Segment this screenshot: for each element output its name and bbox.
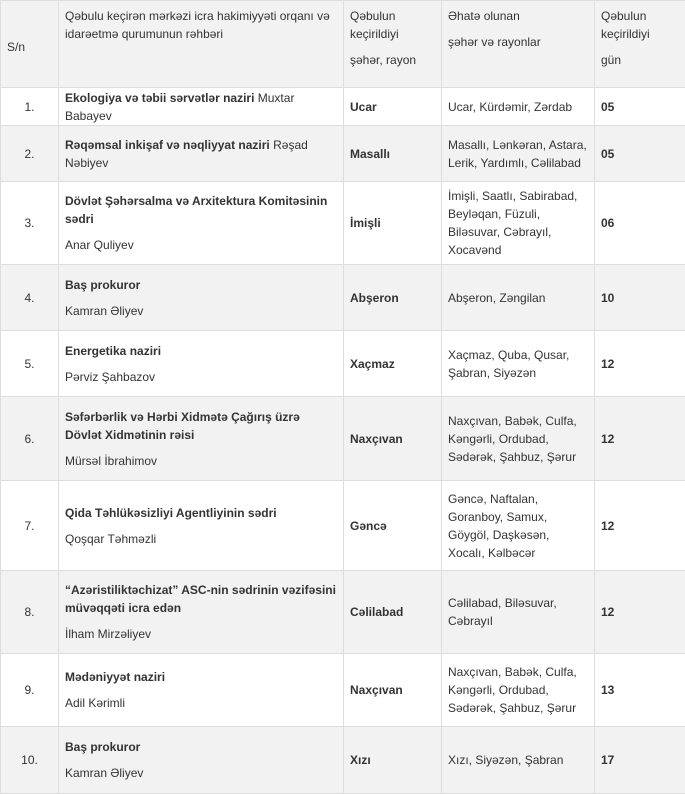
official-title: Baş prokuror bbox=[65, 740, 140, 754]
table-row bbox=[1, 126, 685, 182]
official-name: Anar Quliyev bbox=[65, 236, 337, 254]
covered-areas: Naxçıvan, Babək, Culfa, Kəngərli, Ordubad, Sədərək, Şahbuz, Şərur bbox=[442, 397, 595, 481]
table-row bbox=[1, 481, 685, 571]
covered-areas: Cəlilabad, Biləsuvar, Cəbrayıl bbox=[442, 571, 595, 654]
official-name: Rəşad Nəbiyev bbox=[65, 138, 308, 170]
reception-day: 05 bbox=[595, 88, 685, 126]
official-title: Baş prokuror bbox=[65, 278, 140, 292]
official-name: Muxtar Babayev bbox=[65, 91, 294, 123]
official-name: Mürsəl İbrahimov bbox=[65, 452, 337, 470]
official-title: Qida Təhlükəsizliyi Agentliyinin sədri bbox=[65, 506, 277, 520]
header-city bbox=[344, 1, 442, 88]
covered-areas: Gəncə, Naftalan, Goranboy, Samux, Göygöl, Daşkəsən, Xocalı, Kəlbəcər bbox=[442, 481, 595, 571]
official-name: Adil Kərimli bbox=[65, 694, 337, 712]
covered-areas: Masallı, Lənkəran, Astara, Lerik, Yardımlı, Cəlilabad bbox=[442, 126, 595, 182]
header-day-line2: gün bbox=[601, 51, 680, 69]
official-name: Pərviz Şahbazov bbox=[65, 368, 337, 386]
official-title: Dövlət Şəhərsalma və Arxitektura Komitəsinin sədri bbox=[65, 194, 327, 226]
row-number: 4. bbox=[1, 265, 59, 331]
table-row bbox=[1, 571, 685, 654]
official-cell bbox=[59, 88, 344, 126]
reception-city: Naxçıvan bbox=[344, 397, 442, 481]
official-cell bbox=[59, 126, 344, 182]
header-areas bbox=[442, 1, 595, 88]
header-areas-line2: şəhər və rayonlar bbox=[448, 33, 588, 51]
reception-city: Xızı bbox=[344, 727, 442, 794]
official-title: Rəqəmsal inkişaf və nəqliyyat naziri bbox=[65, 138, 270, 152]
official-cell bbox=[59, 481, 344, 571]
header-sn: S/n bbox=[1, 1, 59, 88]
header-city-line1: Qəbulun keçirildiyi bbox=[350, 9, 399, 41]
reception-day: 13 bbox=[595, 654, 685, 727]
reception-city: Naxçıvan bbox=[344, 654, 442, 727]
header-head: Qəbulu keçirən mərkəzi icra hakimiyyəti orqanı və idarəetmə qurumunun rəhbəri bbox=[59, 1, 344, 88]
reception-city: Masallı bbox=[344, 126, 442, 182]
header-day-line1: Qəbulun keçirildiyi bbox=[601, 9, 650, 41]
reception-day: 10 bbox=[595, 265, 685, 331]
table-row bbox=[1, 727, 685, 794]
table-row bbox=[1, 182, 685, 265]
official-cell bbox=[59, 182, 344, 265]
official-name: Kamran Əliyev bbox=[65, 764, 337, 782]
covered-areas: Xaçmaz, Quba, Qusar, Şabran, Siyəzən bbox=[442, 331, 595, 397]
covered-areas: Naxçıvan, Babək, Culfa, Kəngərli, Ordubad, Sədərək, Şahbuz, Şərur bbox=[442, 654, 595, 727]
reception-day: 05 bbox=[595, 126, 685, 182]
official-title: “Azəristiliktəchizat” ASC-nin sədrinin vəzifəsini müvəqqəti icra edən bbox=[65, 583, 336, 615]
reception-day: 12 bbox=[595, 571, 685, 654]
official-title: Energetika naziri bbox=[65, 344, 161, 358]
row-number: 7. bbox=[1, 481, 59, 571]
row-number: 5. bbox=[1, 331, 59, 397]
header-city-line2: şəhər, rayon bbox=[350, 51, 435, 69]
row-number: 2. bbox=[1, 126, 59, 182]
header-day bbox=[595, 1, 685, 88]
official-cell bbox=[59, 654, 344, 727]
row-number: 9. bbox=[1, 654, 59, 727]
table-row bbox=[1, 265, 685, 331]
header-row bbox=[1, 1, 685, 88]
covered-areas: İmişli, Saatlı, Sabirabad, Beyləqan, Füzuli, Biləsuvar, Cəbrayıl, Xocavənd bbox=[442, 182, 595, 265]
reception-city: İmişli bbox=[344, 182, 442, 265]
covered-areas: Abşeron, Zəngilan bbox=[442, 265, 595, 331]
row-number: 3. bbox=[1, 182, 59, 265]
official-cell bbox=[59, 265, 344, 331]
reception-day: 06 bbox=[595, 182, 685, 265]
reception-city: Xaçmaz bbox=[344, 331, 442, 397]
official-name: İlham Mirzəliyev bbox=[65, 625, 337, 643]
official-title: Mədəniyyət naziri bbox=[65, 670, 165, 684]
official-cell bbox=[59, 331, 344, 397]
official-name: Qoşqar Təhməzli bbox=[65, 530, 337, 548]
table-row bbox=[1, 397, 685, 481]
covered-areas: Ucar, Kürdəmir, Zərdab bbox=[442, 88, 595, 126]
reception-day: 12 bbox=[595, 331, 685, 397]
table-row bbox=[1, 88, 685, 126]
reception-day: 12 bbox=[595, 481, 685, 571]
table-row bbox=[1, 331, 685, 397]
reception-day: 17 bbox=[595, 727, 685, 794]
row-number: 8. bbox=[1, 571, 59, 654]
row-number: 6. bbox=[1, 397, 59, 481]
official-cell bbox=[59, 571, 344, 654]
reception-city: Cəlilabad bbox=[344, 571, 442, 654]
header-areas-line1: Əhatə olunan bbox=[448, 9, 520, 23]
reception-city: Abşeron bbox=[344, 265, 442, 331]
table-row bbox=[1, 654, 685, 727]
official-cell bbox=[59, 727, 344, 794]
official-title: Səfərbərlik və Hərbi Xidmətə Çağırış üzrə Dövlət Xidmətinin rəisi bbox=[65, 410, 300, 442]
reception-day: 12 bbox=[595, 397, 685, 481]
official-name: Kamran Əliyev bbox=[65, 302, 337, 320]
row-number: 10. bbox=[1, 727, 59, 794]
official-title: Ekologiya və təbii sərvətlər naziri bbox=[65, 91, 254, 105]
official-cell bbox=[59, 397, 344, 481]
row-number: 1. bbox=[1, 88, 59, 126]
reception-city: Ucar bbox=[344, 88, 442, 126]
reception-city: Gəncə bbox=[344, 481, 442, 571]
covered-areas: Xızı, Siyəzən, Şabran bbox=[442, 727, 595, 794]
